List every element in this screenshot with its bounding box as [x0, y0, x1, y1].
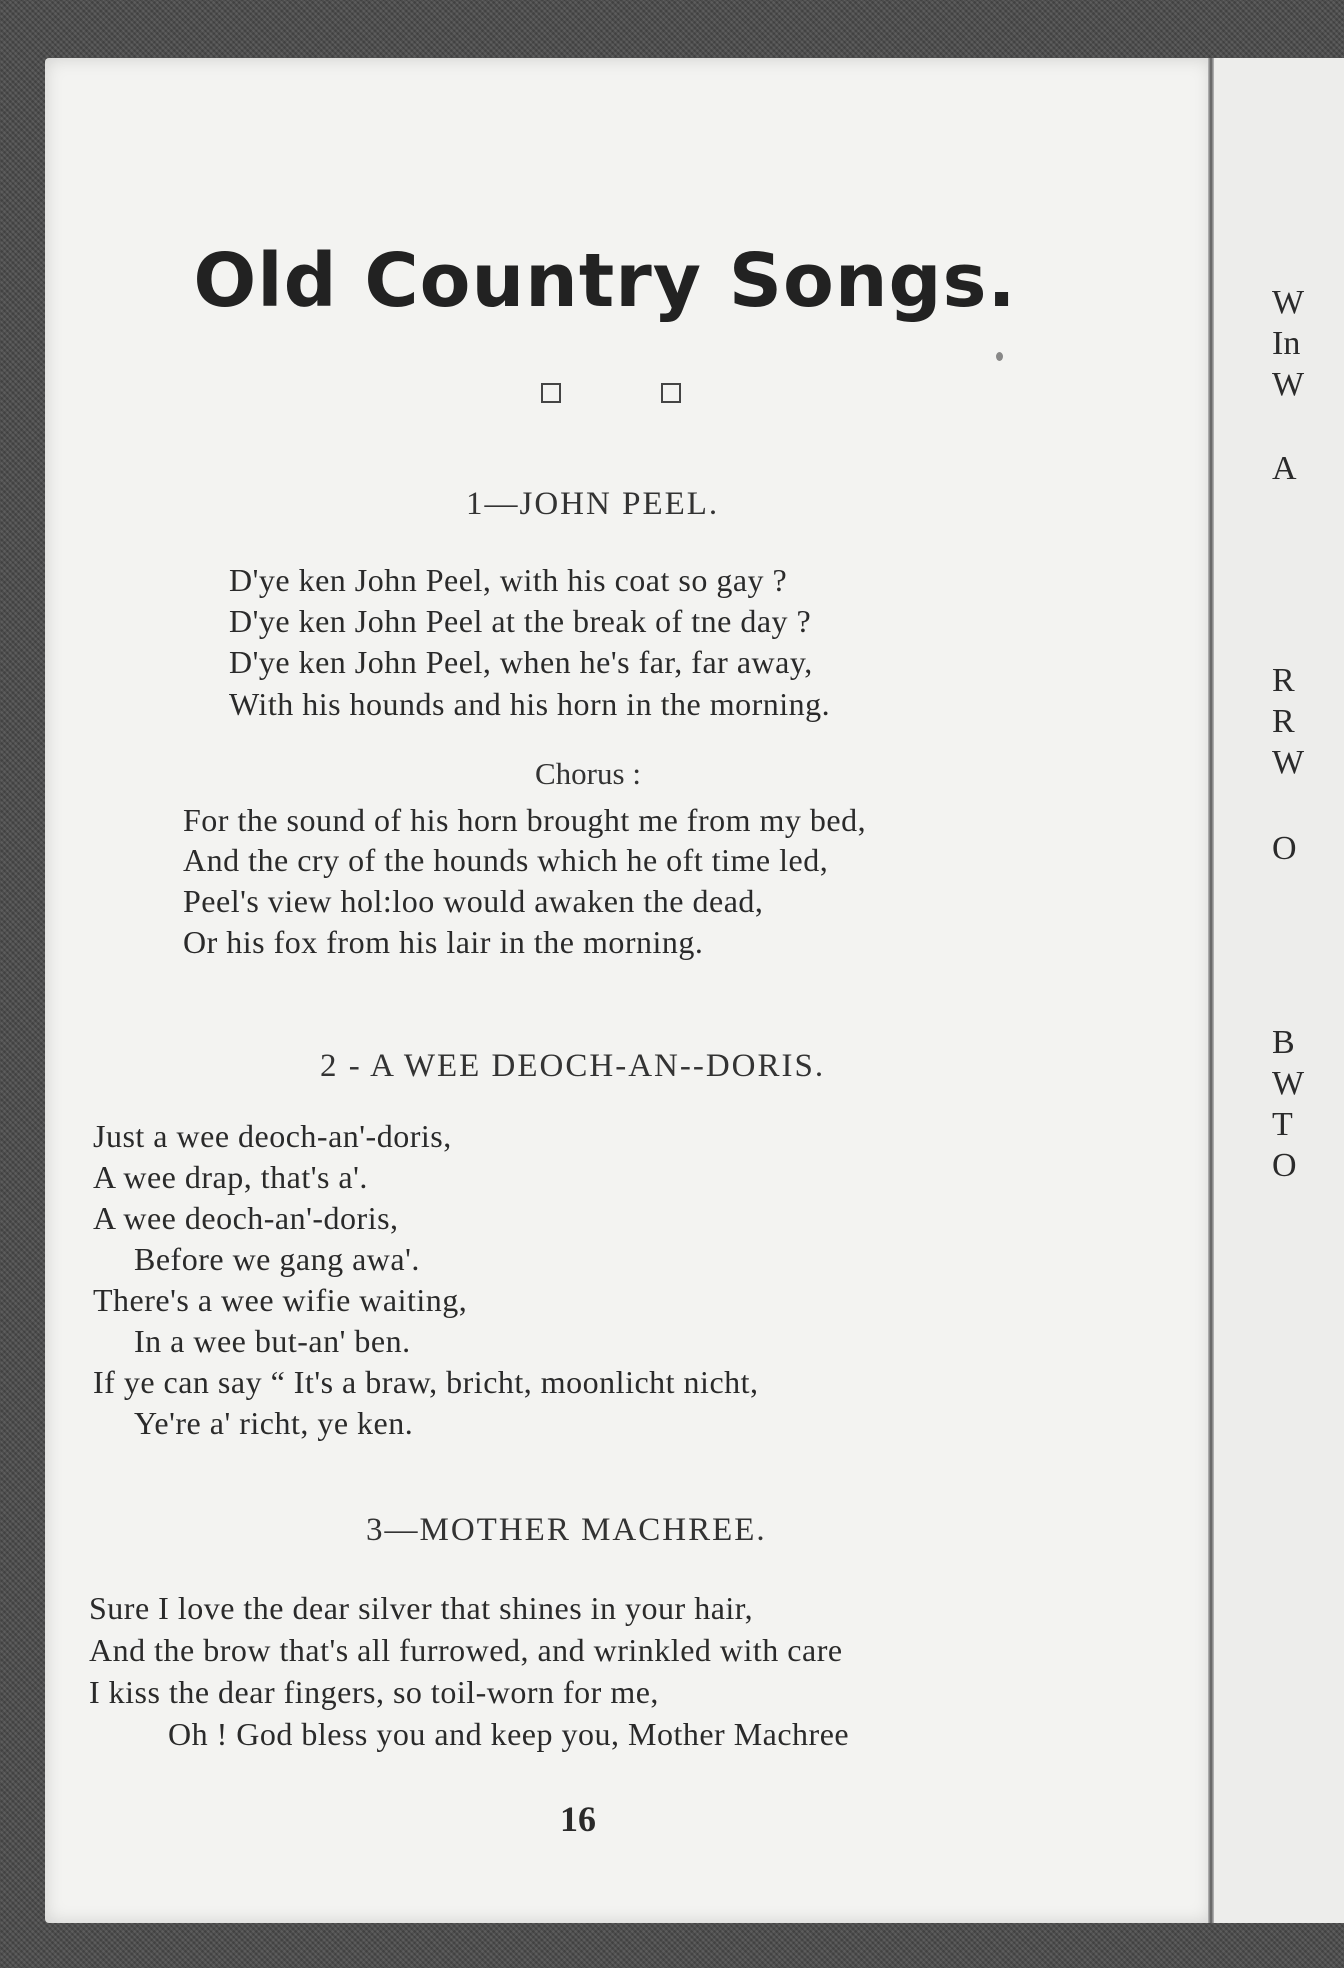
chorus-line: For the sound of his horn brought me from my bed,	[183, 802, 867, 838]
song-heading: 2 - A WEE DEOCH-AN--DORIS.	[320, 1048, 826, 1084]
facing-page-letter: O	[1272, 1147, 1297, 1184]
facing-page-letter: W	[1272, 366, 1305, 403]
verse-line: Ye're a' richt, ye ken.	[134, 1405, 414, 1441]
facing-page	[1214, 58, 1344, 1923]
square-ornament-icon	[541, 383, 561, 403]
facing-page-letter: W	[1272, 744, 1305, 781]
verse-line: In a wee but-an' ben.	[134, 1323, 411, 1359]
verse-line: And the brow that's all furrowed, and wrinkled with care	[89, 1632, 843, 1668]
facing-page-letter: W	[1272, 1065, 1305, 1102]
page-title: Old Country Songs.	[193, 238, 1017, 324]
chorus-line: Or his fox from his lair in the morning.	[183, 924, 704, 960]
verse-line: D'ye ken John Peel, with his coat so gay ?	[229, 562, 788, 598]
verse-line: D'ye ken John Peel, when he's far, far away,	[229, 644, 813, 680]
chorus-line: Peel's view hol:loo would awaken the dead,	[183, 883, 764, 919]
square-ornament-icon	[661, 383, 681, 403]
ink-speck	[996, 352, 1003, 361]
verse-line: A wee drap, that's a'.	[93, 1159, 368, 1195]
chorus-line: And the cry of the hounds which he oft time led,	[183, 842, 829, 878]
chorus-label: Chorus :	[535, 756, 641, 791]
title-ornaments	[541, 383, 681, 405]
facing-page-letter: B	[1272, 1024, 1295, 1061]
song-heading: 3—MOTHER MACHREE.	[366, 1512, 767, 1548]
page-number: 16	[560, 1799, 596, 1839]
facing-page-letter: R	[1272, 703, 1295, 740]
facing-page-letter: A	[1272, 450, 1297, 487]
verse-line: I kiss the dear fingers, so toil-worn for me,	[89, 1674, 659, 1710]
verse-line: There's a wee wifie waiting,	[93, 1282, 468, 1318]
verse-line: A wee deoch-an'-doris,	[93, 1200, 399, 1236]
verse-line: Oh ! God bless you and keep you, Mother Machree	[168, 1716, 850, 1752]
facing-page-letter: O	[1272, 830, 1297, 867]
verse-line: Just a wee deoch-an'-doris,	[93, 1118, 452, 1154]
facing-page-letter: W	[1272, 284, 1305, 321]
facing-page-letter: R	[1272, 662, 1295, 699]
verse-line: If ye can say “ It's a braw, bricht, moonlicht nicht,	[93, 1364, 759, 1400]
song-heading: 1—JOHN PEEL.	[466, 486, 720, 522]
verse-line: Before we gang awa'.	[134, 1241, 420, 1277]
facing-page-letter: T	[1272, 1106, 1293, 1143]
verse-line: D'ye ken John Peel at the break of tne day ?	[229, 603, 812, 639]
verse-line: With his hounds and his horn in the morning.	[229, 686, 831, 722]
verse-line: Sure I love the dear silver that shines in your hair,	[89, 1590, 754, 1626]
facing-page-letter: In	[1272, 325, 1301, 362]
